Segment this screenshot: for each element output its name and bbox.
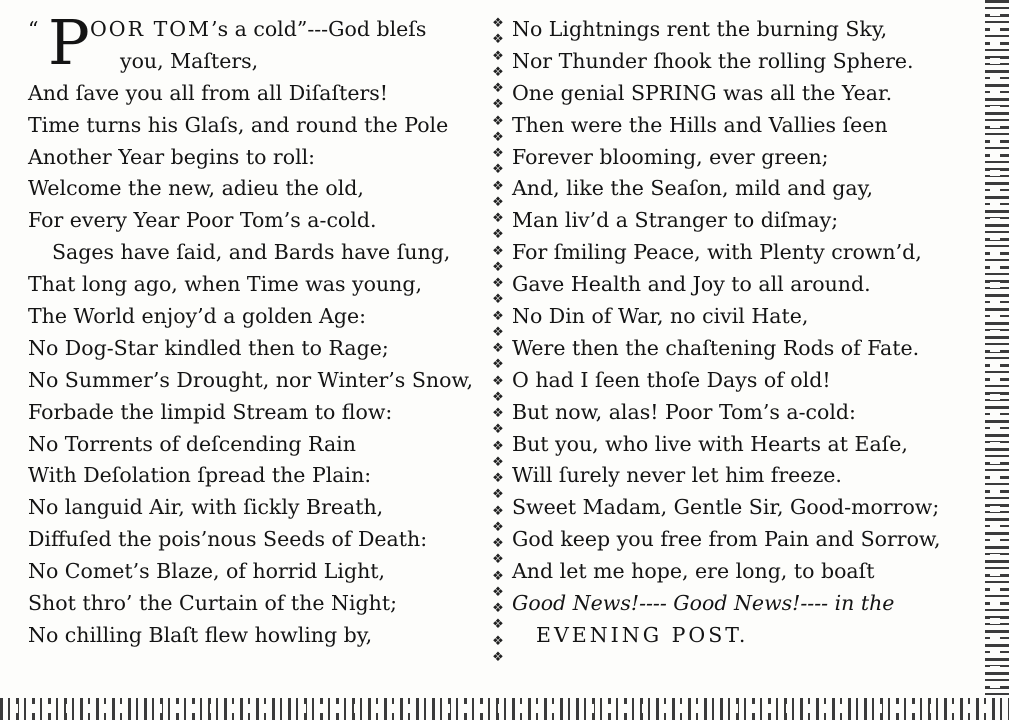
divider-ornament-icon: ❖ [492, 649, 504, 665]
poem-line: God keep you free from Pain and Sorrow, [512, 527, 941, 552]
poem-line: No Summer’s Drought, nor Winter’s Snow, [28, 367, 474, 392]
poem-line: And, like the Seaſon, mild and gay, [512, 176, 873, 201]
poem-line: For every Year Poor Tom’s a-cold. [28, 208, 377, 233]
poem-line: Sweet Madam, Gentle Sir, Good-morrow; [512, 495, 940, 520]
divider-ornament-icon: ❖ [492, 341, 504, 356]
poem-line: But now, alas! Poor Tom’s a-cold: [512, 399, 856, 424]
poem-line: Forever blooming, ever green; [512, 144, 829, 169]
poem-line: Good News!---- Good News!---- in the [512, 591, 895, 616]
divider-ornament-icon: ❖ [492, 64, 504, 80]
divider-ornament-icon: ❖ [492, 373, 504, 389]
divider-ornament-icon: ❖ [492, 389, 504, 405]
divider-ornament-icon: ❖ [492, 536, 504, 551]
poem-line: Gave Health and Joy to all around. [512, 272, 871, 297]
divider-ornament-icon: ❖ [492, 568, 504, 584]
divider-ornament-icon: ❖ [492, 503, 504, 519]
divider-ornament-icon: ❖ [492, 243, 504, 259]
divider-ornament-icon: ❖ [492, 584, 504, 600]
divider-ornament-icon: ❖ [492, 16, 504, 31]
divider-ornament-icon: ❖ [492, 422, 504, 438]
divider-ornament-icon: ❖ [492, 487, 504, 503]
poem-line: No Lightnings rent the burning Sky, [512, 17, 888, 41]
divider-ornament-icon: ❖ [492, 162, 504, 178]
poem-line: Time turns his Glaſs, and round the Pole [28, 112, 449, 137]
divider-ornament-icon: ❖ [492, 357, 504, 373]
poem-line: Nor Thunder ſhook the rolling Sphere. [512, 48, 914, 73]
divider-ornament-icon: ❖ [492, 48, 504, 64]
poem-line: Were then the chaſtening Rods of Fate. [512, 335, 920, 360]
divider-ornament-icon: ❖ [492, 519, 504, 535]
divider-ornament-icon: ❖ [492, 146, 504, 161]
poem-line: One genial SPRING was all the Year. [512, 80, 893, 105]
first-line-text [90, 14, 426, 46]
divider-ornament-icon: ❖ [492, 633, 504, 649]
ornamental-border-bottom [0, 698, 1009, 720]
poem-line: Another Year begins to roll: [28, 144, 316, 169]
evening-post-signoff: EVENING POST. [536, 622, 749, 647]
first-line-rest: ’s a cold”---God bleſs [211, 17, 427, 41]
divider-ornament-icon: ❖ [492, 227, 504, 243]
poem-line: you, Maſters, [120, 48, 259, 73]
poem-line: And let me hope, ere long, to boaſt [512, 559, 875, 584]
divider-ornament-icon: ❖ [492, 438, 504, 454]
ornamental-border-right [985, 0, 1009, 700]
divider-ornament-icon: ❖ [492, 32, 504, 48]
divider-ornament-icon: ❖ [492, 471, 504, 486]
poem-line: Forbade the limpid Stream to flow: [28, 399, 393, 424]
poem-line: For ſmiling Peace, with Plenty crown’d, [512, 240, 922, 265]
divider-ornament-icon: ❖ [492, 129, 504, 145]
ornamental-column-divider [490, 16, 506, 666]
divider-ornament-icon: ❖ [492, 552, 504, 568]
divider-ornament-icon: ❖ [492, 292, 504, 308]
divider-ornament-icon: ❖ [492, 308, 504, 324]
divider-ornament-icon: ❖ [492, 81, 504, 96]
poem-line: Welcome the new, adieu the old, [28, 176, 364, 201]
drop-cap-letter: P [48, 6, 90, 79]
first-line-caps: OOR TOM [90, 17, 212, 41]
poem-line: No chilling Blaſt flew howling by, [28, 622, 373, 647]
poem-line: With Deſolation ſpread the Plain: [28, 463, 372, 488]
divider-ornament-icon: ❖ [492, 406, 504, 421]
divider-ornament-icon: ❖ [492, 601, 504, 616]
poem-line: And ſave you all from all Diſaſters! [28, 80, 389, 105]
poem-line: No languid Air, with ſickly Breath, [28, 495, 384, 520]
poem-line: Shot thro’ the Curtain of the Night; [28, 591, 397, 616]
poem-line: Then were the Hills and Vallies ſeen [512, 112, 888, 137]
divider-ornament-icon: ❖ [492, 259, 504, 275]
divider-ornament-icon: ❖ [492, 211, 504, 226]
divider-ornament-icon: ❖ [492, 454, 504, 470]
poem-line: Sages have ſaid, and Bards have ſung, [52, 240, 451, 265]
poem-line: But you, who live with Hearts at Eaſe, [512, 431, 908, 456]
poem-left-column [28, 6, 490, 652]
poem-line: No Comet’s Blaze, of horrid Light, [28, 559, 386, 584]
poem-line: Diffuſed the pois’nous Seeds of Death: [28, 527, 428, 552]
divider-ornament-icon: ❖ [492, 178, 504, 194]
poem-line: No Dog-Star kindled then to Rage; [28, 335, 389, 360]
divider-ornament-icon: ❖ [492, 113, 504, 129]
poem-line: No Din of War, no civil Hate, [512, 304, 809, 329]
poem-line: That long ago, when Time was young, [28, 272, 423, 297]
poem-right-column [512, 14, 952, 652]
poem-line: The World enjoy’d a golden Age: [28, 304, 367, 329]
poem-line: O had I ſeen thoſe Days of old! [512, 367, 831, 392]
divider-ornament-icon: ❖ [492, 194, 504, 210]
poem-line: No Torrents of deſcending Rain [28, 431, 356, 456]
divider-ornament-icon: ❖ [492, 324, 504, 340]
divider-ornament-icon: ❖ [492, 617, 504, 633]
divider-ornament-icon: ❖ [492, 97, 504, 113]
divider-ornament-icon: ❖ [492, 276, 504, 291]
poem-line: Will ſurely never let him freeze. [512, 463, 842, 488]
opening-quote: “ [28, 17, 39, 41]
poem-line: Man liv’d a Stranger to diſmay; [512, 208, 839, 233]
